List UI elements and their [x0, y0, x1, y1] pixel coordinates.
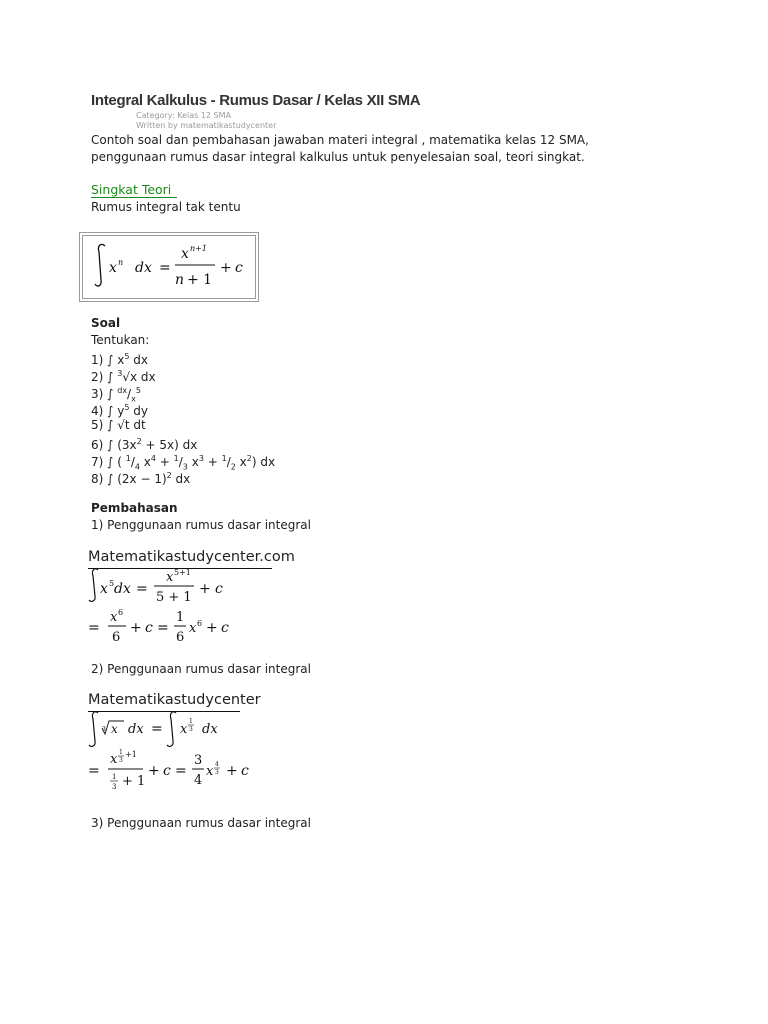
svg-text:x: x	[166, 570, 174, 585]
svg-text:=: =	[88, 620, 100, 636]
svg-text:4: 4	[194, 773, 203, 788]
svg-text:x: x	[109, 260, 117, 276]
step-2-text: 2) Penggunaan rumus dasar integral	[91, 662, 311, 676]
watermark-2: Matematikastudycenter	[88, 692, 261, 708]
problem-1: 1) ∫ $x^5$ dx	[91, 352, 148, 367]
svg-text:n+1: n+1	[190, 244, 207, 253]
svg-text:x: x	[100, 581, 108, 597]
solution-2-math	[88, 711, 274, 801]
svg-text:=: =	[159, 260, 171, 276]
svg-text:c: c	[241, 763, 249, 779]
svg-text:1: 1	[112, 773, 117, 781]
svg-text:5+1: 5+1	[174, 568, 191, 577]
problem-5: 5) ∫ √t dt	[91, 418, 146, 432]
svg-text:1: 1	[189, 718, 193, 725]
step-3-text: 3) Penggunaan rumus dasar integral	[91, 816, 311, 830]
svg-text:dx: dx	[135, 260, 152, 276]
svg-text:=: =	[175, 763, 187, 779]
svg-text:=: =	[151, 721, 163, 737]
solution-1-math	[88, 568, 274, 648]
svg-text:+ 1: + 1	[122, 774, 146, 789]
svg-text:4: 4	[215, 761, 219, 768]
solution-1-image	[88, 548, 295, 648]
problem-3: 3) ∫ $^{dx}/_x^5$	[91, 386, 141, 404]
svg-text:3: 3	[215, 769, 219, 776]
page-title: Integral Kalkulus - Rumus Dasar / Kelas XII SMA	[91, 92, 421, 109]
svg-text:6: 6	[197, 619, 203, 628]
solution-2-image	[88, 691, 274, 801]
problem-2: 2) ∫ $^3$√x dx	[91, 369, 156, 384]
svg-text:x: x	[181, 246, 189, 262]
svg-text:dx: dx	[128, 722, 144, 737]
problem-4: 4) ∫ $y^5$ dy	[91, 403, 148, 418]
soal-heading: Soal	[91, 316, 121, 330]
svg-text:=: =	[88, 763, 100, 779]
formula-image	[83, 236, 251, 294]
intro-line-1: Contoh soal dan pembahasan jawaban materi integral , matematika kelas 12 SMA,	[91, 133, 589, 147]
svg-text:3: 3	[189, 726, 193, 733]
svg-text:+: +	[199, 581, 211, 597]
svg-text:3: 3	[194, 753, 203, 768]
problem-6: 6) ∫ $(3x^2 + 5x)$ dx	[91, 437, 198, 452]
svg-text:dx: dx	[114, 581, 131, 597]
theory-text: Rumus integral tak tentu	[91, 200, 241, 214]
svg-text:+: +	[220, 260, 232, 276]
theory-heading: Singkat Teori	[91, 182, 177, 198]
svg-text:=: =	[157, 620, 169, 636]
svg-text:5: 5	[109, 579, 115, 588]
svg-text:6: 6	[112, 630, 121, 645]
intro-line-2: penggunaan rumus dasar integral kalkulus untuk penyelesaian soal, teori singkat.	[91, 150, 585, 164]
svg-text:c: c	[145, 620, 153, 636]
svg-text:1: 1	[176, 610, 185, 625]
category-label[interactable]: Category: Kelas 12 SMA	[136, 111, 231, 120]
svg-text:dx: dx	[202, 722, 218, 737]
svg-text:+1: +1	[125, 750, 137, 759]
svg-text:3: 3	[112, 783, 117, 791]
svg-text:+: +	[226, 763, 238, 779]
svg-text:1: 1	[119, 749, 123, 756]
problem-7: 7) ∫ ( $^1/_4$ $x^4 + ^1/_3$ $x^3 + ^1/_2$ $x^2$) dx	[91, 454, 276, 472]
author-label: Written by matematikastudycenter	[136, 121, 277, 130]
svg-text:c: c	[221, 620, 229, 636]
svg-text:c: c	[163, 763, 171, 779]
svg-text:x: x	[111, 722, 118, 736]
svg-text:+: +	[130, 620, 142, 636]
svg-text:x: x	[110, 752, 118, 767]
step-1-text: 1) Penggunaan rumus dasar integral	[91, 518, 311, 532]
basic-integral-formula	[79, 232, 259, 302]
svg-text:6: 6	[176, 630, 185, 645]
svg-text:3: 3	[119, 757, 123, 764]
problem-8: 8) ∫ $(2x - 1)^2$ dx	[91, 471, 191, 486]
svg-text:+ 1: + 1	[187, 272, 213, 288]
svg-text:n: n	[118, 258, 124, 267]
tentukan-label: Tentukan:	[91, 333, 150, 347]
svg-text:x: x	[180, 722, 188, 737]
svg-text:x: x	[189, 621, 197, 636]
svg-text:x: x	[206, 764, 214, 779]
watermark-1: Matematikastudycenter.com	[88, 549, 295, 565]
svg-text:c: c	[215, 581, 223, 597]
svg-text:6: 6	[118, 608, 124, 617]
svg-text:=: =	[136, 581, 148, 597]
svg-text:n: n	[175, 272, 185, 288]
svg-text:x: x	[110, 610, 118, 625]
svg-text:5 + 1: 5 + 1	[156, 590, 192, 605]
svg-text:+: +	[206, 620, 218, 636]
svg-text:c: c	[235, 260, 243, 276]
svg-text:+: +	[148, 763, 160, 779]
pembahasan-heading: Pembahasan	[91, 501, 178, 515]
svg-text:3: 3	[102, 726, 106, 733]
